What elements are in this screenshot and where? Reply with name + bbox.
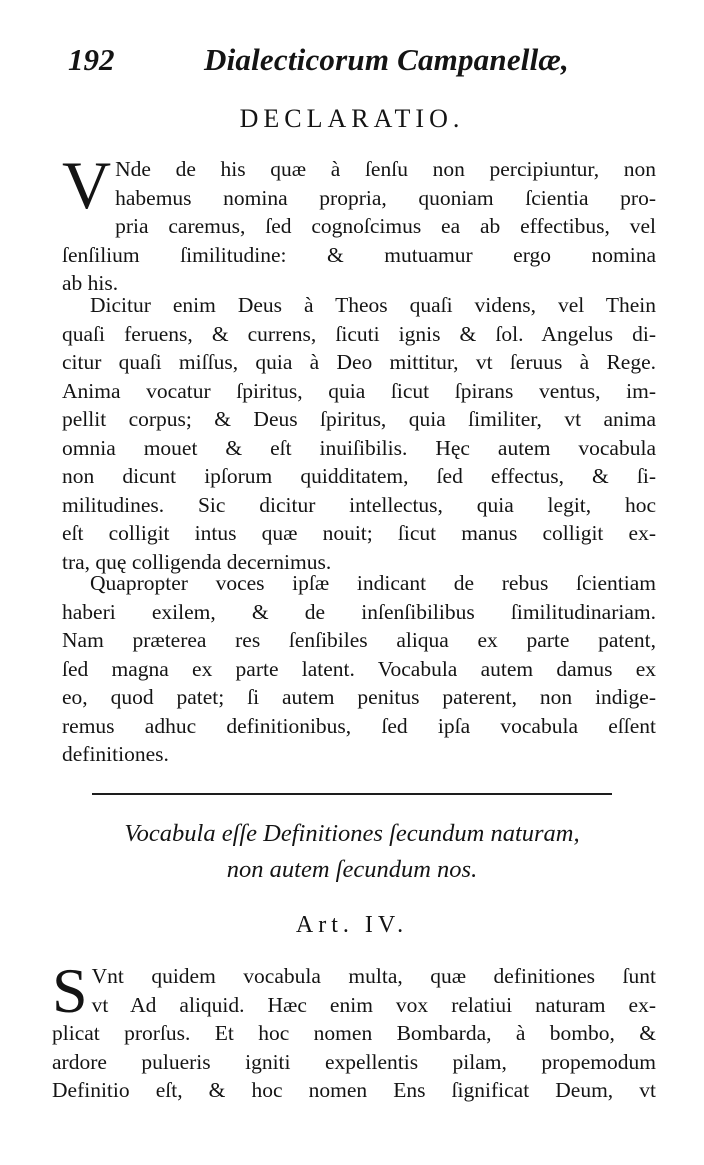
paragraph-4	[52, 955, 656, 1105]
text-line: eſt colligit intus quæ nouit; ſicut manus colligit ex-	[62, 521, 656, 545]
article-title-line-1: Vocabula eſſe Definitiones ſecundum naturam,	[124, 820, 580, 847]
text-line: Nde de his quæ à ſenſu non percipiuntur, non	[115, 157, 656, 181]
text-line: militudines. Sic dicitur intellectus, quia legit, hoc	[62, 492, 656, 517]
running-head	[68, 42, 658, 86]
paragraph-3	[62, 569, 656, 769]
text-line: pria caremus, ſed cognoſcimus ea ab effectibus, vel	[115, 214, 656, 238]
paragraph-2	[62, 291, 656, 576]
text-line: Vnt quidem vocabula multa, quæ definitiones ſunt	[91, 964, 656, 988]
page-number: 192	[68, 42, 115, 77]
text-line: Quapropter voces ipſæ indicant de rebus ſcientiam	[90, 571, 656, 595]
running-title: Dialecticorum Campanellæ,	[204, 42, 569, 77]
text-line: plicat prorſus. Et hoc nomen Bombarda, à bombo, &	[52, 1021, 656, 1045]
text-line: citur quaſi miſſus, quia à Deo mittitur, vt ſeruus à Rege.	[62, 350, 656, 374]
section-heading: DECLARATIO.	[239, 104, 465, 133]
text-line: Nam præterea res ſenſibiles aliqua ex parte patent,	[62, 628, 656, 652]
section-divider	[92, 793, 612, 795]
text-line: definitiones.	[62, 742, 169, 766]
text-line: haberi exilem, & de inſenſibilibus ſimilitudinariam.	[62, 599, 656, 624]
text-line: Definitio eſt, & hoc nomen Ens ſignificat Deum, vt	[52, 1078, 656, 1102]
text-line: ſenſilium ſimilitudine: & mutuamur ergo nomina	[62, 242, 656, 267]
article-title-line-2: non autem ſecundum nos.	[226, 856, 478, 883]
drop-cap: S	[52, 955, 88, 1026]
article-label: Art. IV.	[295, 912, 409, 938]
text-line: quaſi feruens, & currens, ſicuti ignis & ſol. Angelus di-	[62, 321, 656, 346]
text-line: remus adhuc definitionibus, ſed ipſa vocabula eſſent	[62, 713, 656, 738]
text-line: Anima vocatur ſpiritus, quia ſicut ſpirans ventus, im-	[62, 378, 656, 403]
paragraph-1	[62, 147, 656, 298]
text-line: ſed magna ex parte latent. Vocabula autem damus ex	[62, 656, 656, 681]
text-line: tra, quę colligenda decernimus.	[62, 549, 332, 574]
text-line: Dicitur enim Deus à Theos quaſi videns, vel Thein	[90, 293, 656, 317]
text-line: habemus nomina propria, quoniam ſcientia pro-	[115, 185, 656, 210]
text-line: non dicunt ipſorum quidditatem, ſed effectus, & ſi-	[62, 464, 656, 488]
text-line: vt Ad aliquid. Hæc enim vox relatiui naturam ex-	[91, 992, 656, 1017]
drop-cap: V	[62, 147, 112, 223]
text-line: ab his.	[62, 271, 119, 295]
text-line: pellit corpus; & Deus ſpiritus, quia ſimiliter, vt anima	[62, 407, 656, 431]
text-line: omnia mouet & eſt inuiſibilis. Hęc autem vocabula	[62, 435, 656, 460]
text-line: eo, quod patet; ſi autem penitus paterent, non indige-	[62, 685, 656, 709]
text-line: ardore pulueris igniti expellentis pilam, propemodum	[52, 1049, 656, 1074]
